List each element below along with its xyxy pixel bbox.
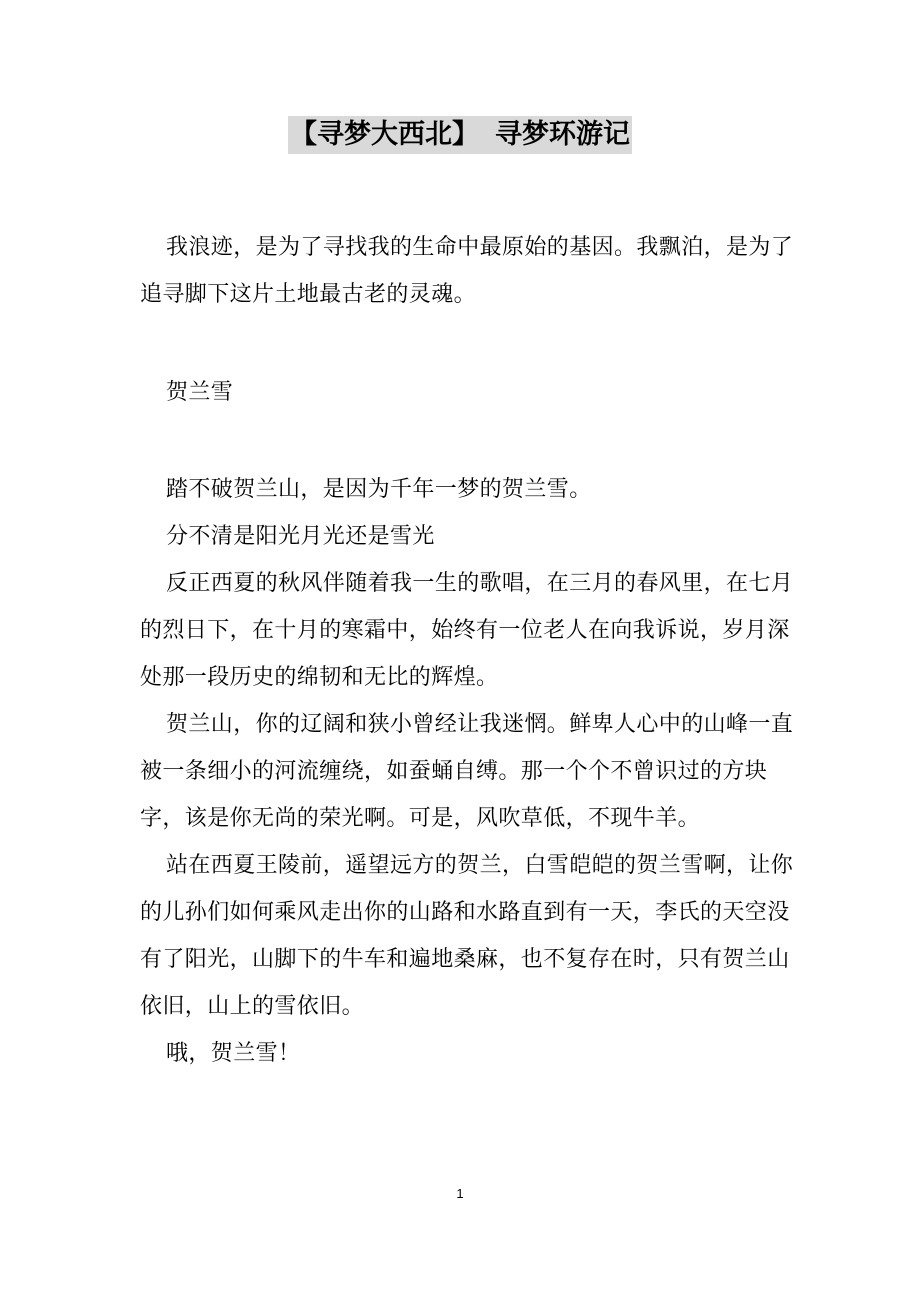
poem-paragraph-4: 贺兰山，你的辽阔和狭小曾经让我迷惘。鲜卑人心中的山峰一直被一条细小的河流缠绕，如蚕蛹自缚。那一个个不曾识过的方块字，该是你无尚的荣光啊。可是，风吹草低，不现牛羊。 [140, 712, 794, 831]
poem-paragraph-2: 分不清是阳光月光还是雪光 [166, 524, 435, 549]
poem-paragraph-6: 哦，贺兰雪！ [166, 1041, 301, 1066]
poem-paragraph-3: 反正西夏的秋风伴随着我一生的歌唱，在三月的春风里，在七月的烈日下，在十月的寒霜中，始终有一位老人在向我诉说，岁月深处那一段历史的绵韧和无比的辉煌。 [140, 571, 794, 690]
title-bracket-part: 【寻梦大西北】 [290, 119, 479, 150]
document-title [288, 116, 632, 154]
section-heading: 贺兰雪 [166, 380, 234, 405]
poem-paragraph-1: 踏不破贺兰山，是因为千年一梦的贺兰雪。 [166, 477, 592, 502]
title-main-part: 寻梦环游记 [495, 119, 630, 150]
page-number: 1 [456, 1186, 464, 1201]
intro-paragraph: 我浪迹，是为了寻找我的生命中最原始的基因。我飘泊，是为了追寻脚下这片土地最古老的灵魂。 [140, 235, 794, 307]
poem-body [140, 466, 800, 1077]
poem-paragraph-5: 站在西夏王陵前，遥望远方的贺兰，白雪皑皑的贺兰雪啊，让你的儿孙们如何乘风走出你的山路和水路直到有一天，李氏的天空没有了阳光，山脚下的牛车和遍地桑麻，也不复存在时，只有贺兰山依旧，山上的雪依旧。 [140, 853, 794, 1019]
intro-section [140, 224, 800, 318]
title-container [0, 116, 920, 154]
section-heading-block [140, 369, 800, 416]
